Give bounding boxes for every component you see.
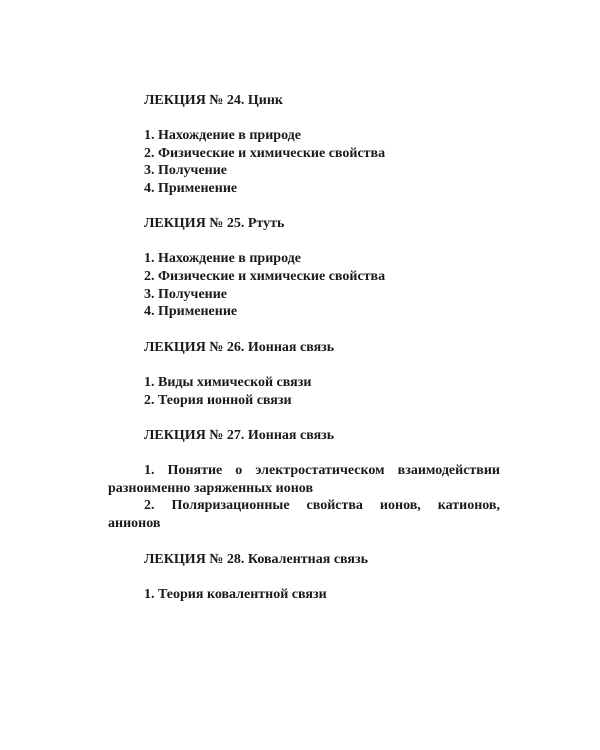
lecture-25-title: ЛЕКЦИЯ № 25. Ртуть bbox=[144, 216, 285, 231]
lecture-24-title: ЛЕКЦИЯ № 24. Цинк bbox=[144, 93, 283, 108]
lecture-24-item-2: 2. Физические и химические свойства bbox=[144, 146, 386, 161]
lecture-28-item-1: 1. Теория ковалентной связи bbox=[144, 587, 327, 602]
lecture-24-item-4: 4. Применение bbox=[144, 181, 238, 196]
lecture-26-item-2: 2. Теория ионной связи bbox=[144, 393, 292, 408]
lecture-26-title: ЛЕКЦИЯ № 26. Ионная связь bbox=[144, 340, 335, 355]
lecture-25-item-1: 1. Нахождение в природе bbox=[144, 251, 301, 266]
lecture-28-title: ЛЕКЦИЯ № 28. Ковалентная связь bbox=[144, 552, 369, 567]
lecture-25-item-3: 3. Получение bbox=[144, 287, 228, 302]
lecture-27-item-2: 2. Поляризационные свойства ионов, катионов, анионов bbox=[108, 498, 500, 531]
lecture-27-title: ЛЕКЦИЯ № 27. Ионная связь bbox=[144, 428, 335, 443]
lecture-24-item-3: 3. Получение bbox=[144, 163, 228, 178]
lecture-24-item-1: 1. Нахождение в природе bbox=[144, 128, 301, 143]
lecture-25-item-4: 4. Применение bbox=[144, 304, 238, 319]
lecture-27-item-1: 1. Понятие о электростатическом взаимодействии разноименно заряженных ионов bbox=[108, 463, 500, 496]
lecture-25-item-2: 2. Физические и химические свойства bbox=[144, 269, 386, 284]
lecture-26-item-1: 1. Виды химической связи bbox=[144, 375, 312, 390]
